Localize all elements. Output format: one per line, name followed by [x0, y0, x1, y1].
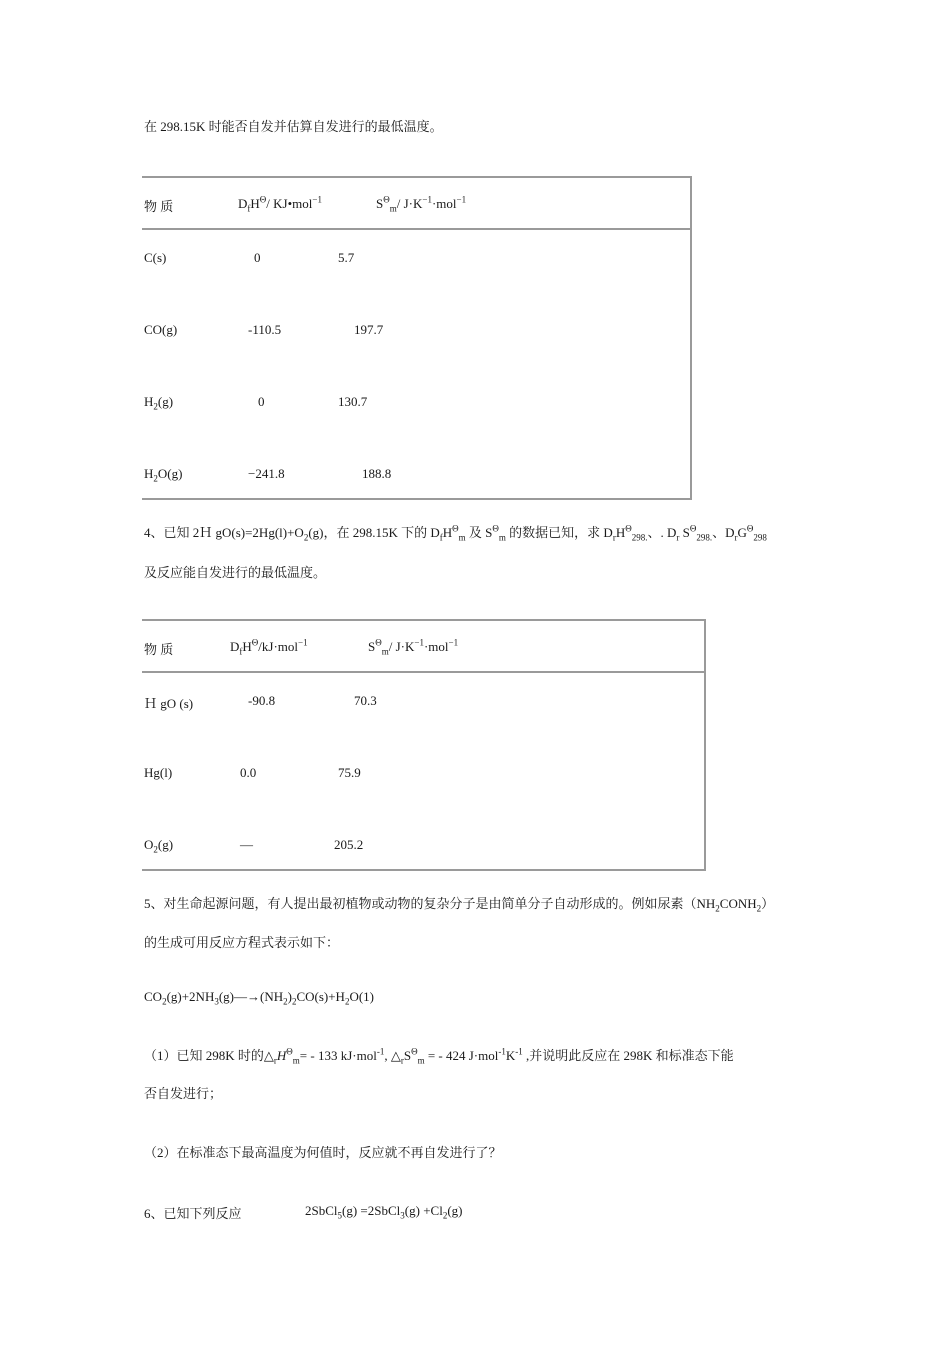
cell-entropy: 5.7: [338, 250, 355, 265]
header-enthalpy: $D_fH^\Theta/kJ\cdot mol^{-1}$: [230, 637, 308, 657]
question-5-part-1-line-2: 否自发进行；: [144, 1086, 223, 1101]
cell-entropy: 130.7: [338, 394, 368, 409]
cell-entropy: 205.2: [334, 837, 364, 852]
thermo-table-2: [142, 619, 706, 871]
header-entropy: $S^\Theta_m/$ $J\cdot K^{-1}\cdot mol^{-1}$: [368, 637, 459, 657]
question-6-equation: 2SbCl$_5$(g) =2SbCl$_3$(g) $+Cl_2(g)$: [305, 1203, 463, 1221]
cell-substance: Ｈ gO (s): [144, 696, 194, 711]
question-6-label: 6、已知下列反应: [144, 1206, 242, 1221]
intro-line: 在 298.15K 时能否自发并估算自发进行的最低温度。: [144, 119, 443, 134]
cell-enthalpy: —: [240, 837, 253, 852]
cell-entropy: 197.7: [354, 322, 384, 337]
question-5-part-2: （2）在标准态下最高温度为何值时，反应就不再自发进行了？: [144, 1145, 502, 1160]
question-4-line-1: 4、已知 2Ｈ $gO(s)=2Hg(l)+O_2(g)$，在 298.15K 下的 $D_fH^\Theta_m$ 及 $S^\Theta_m$ 的数据已知，求 $D_rH^\Theta_{298.}$、. $D_r$ $S^\Theta_{298.}$、$D_rG^\Theta_{298}$: [144, 523, 767, 543]
thermo-table-1: [142, 176, 692, 500]
header-entropy: $S^\Theta_m/$ $J\cdot K^{-1}\cdot mol^{-1}$: [376, 194, 467, 214]
cell-substance: $H_2(g)$: [144, 394, 174, 412]
cell-enthalpy: -110.5: [248, 322, 282, 337]
cell-substance: $O_2(g)$: [144, 837, 174, 855]
cell-entropy: 188.8: [362, 466, 392, 481]
table-header: [142, 178, 690, 230]
cell-substance: Hg(l): [144, 765, 173, 780]
header-substance: 物 质: [144, 642, 174, 657]
cell-enthalpy: -90.8: [248, 693, 276, 708]
cell-substance: $H_2O(g)$: [144, 466, 183, 484]
cell-enthalpy: 0: [254, 250, 261, 265]
cell-enthalpy: 0.0: [240, 765, 257, 780]
header-enthalpy: $D_fH^\Theta/$ KJ•mol$^{-1}$: [238, 194, 322, 214]
header-substance: 物 质: [144, 199, 174, 214]
table-header: [142, 621, 704, 673]
cell-substance: CO(g): [144, 322, 178, 337]
cell-enthalpy: −241.8: [248, 466, 285, 481]
cell-entropy: 70.3: [354, 693, 377, 708]
question-5-line-2: 的生成可用反应方程式表示如下：: [144, 935, 340, 950]
cell-enthalpy: 0: [258, 394, 265, 409]
cell-substance: C(s): [144, 250, 167, 265]
question-4-line-2: 及反应能自发进行的最低温度。: [144, 565, 327, 580]
reaction-equation: $CO_2(g)+2NH_3(g)—\to(NH_2)_2CO(s)+H_2O(1)$: [144, 989, 374, 1007]
question-5-part-1-line-1: （1）已知 298K 时的$\triangle_rH^\Theta_m= - 133$ kJ·mol$^{-1}$, $\triangle_rS^\Theta_m$ = - 424 $J\cdot mol^{-1}K^{-1}$ ,并说明此反应在 298K 和标准态下能: [144, 1046, 734, 1066]
cell-entropy: 75.9: [338, 765, 361, 780]
question-5-line-1: 5、对生命起源问题，有人提出最初植物或动物的复杂分子是由简单分子自动形成的。例如尿素$(NH_2CONH_2)$: [144, 896, 775, 914]
